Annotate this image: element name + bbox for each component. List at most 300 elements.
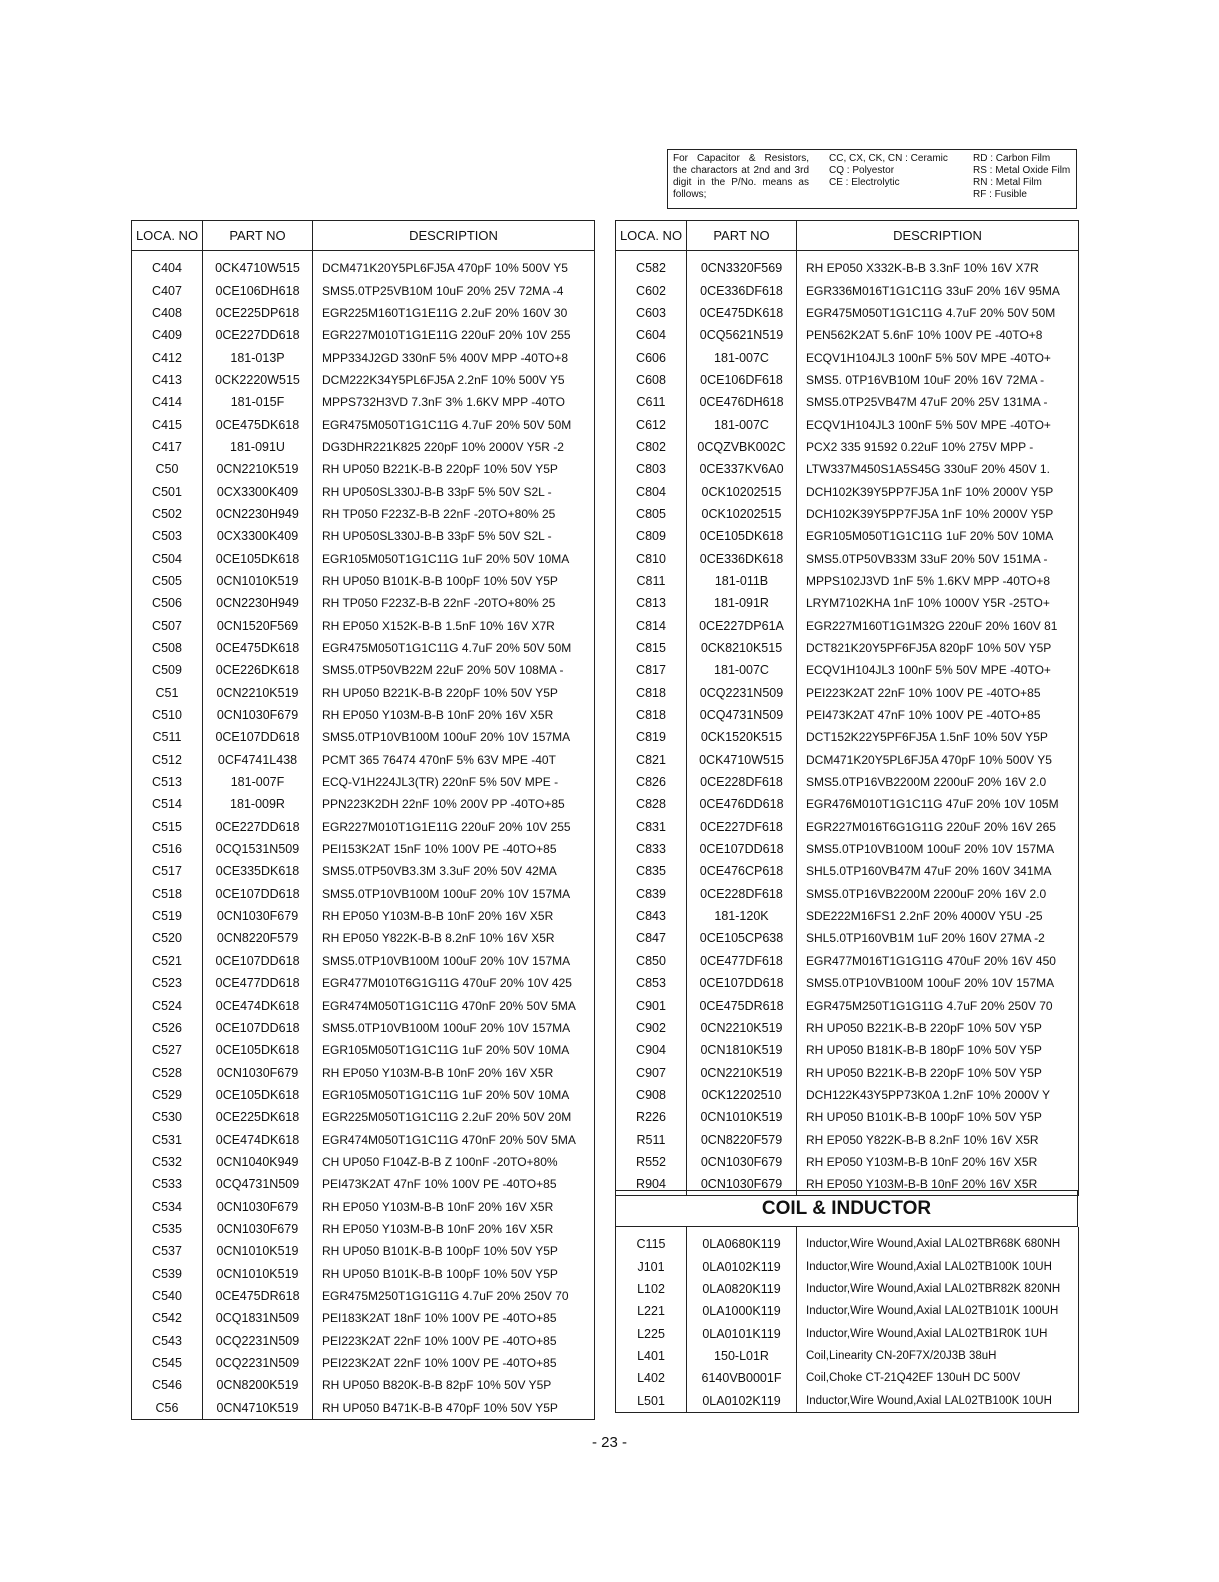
table-row [616, 251, 1079, 280]
cell-loca-no: C506 [132, 592, 203, 614]
cell-loca-no: C518 [132, 883, 203, 905]
cell-part-no: 0CE475DR618 [687, 994, 797, 1016]
cell-part-no: 0CF4741L438 [203, 749, 313, 771]
cell-description: MPPS102J3VD 1nF 5% 1.6KV MPP -40TO+8 [797, 570, 1079, 592]
cell-description: RH UP050 B820K-B-B 82pF 10% 50V Y5P [313, 1374, 595, 1396]
cell-loca-no: C524 [132, 994, 203, 1016]
cell-loca-no: C603 [616, 302, 687, 324]
cell-loca-no: C519 [132, 905, 203, 927]
table-row [132, 1240, 595, 1262]
cell-part-no: 0CN1010K519 [203, 1262, 313, 1284]
cell-description: Inductor,Wire Wound,Axial LAL02TB100K 10UH [797, 1255, 1079, 1277]
cell-description: RH TP050 F223Z-B-B 22nF -20TO+80% 25 [313, 592, 595, 614]
cell-loca-no: C545 [132, 1352, 203, 1374]
cell-loca-no: C831 [616, 816, 687, 838]
table-row [132, 525, 595, 547]
cell-description: SMS5.0TP50VB33M 33uF 20% 50V 151MA - [797, 547, 1079, 569]
cell-part-no: 0CQ4731N509 [203, 1173, 313, 1195]
table-row [132, 905, 595, 927]
table-row [616, 816, 1079, 838]
table-row [132, 1374, 595, 1396]
cell-part-no: 181-015F [203, 391, 313, 413]
cell-description: DCH102K39Y5PP7FJ5A 1nF 10% 2000V Y5P [797, 503, 1079, 525]
table-row [616, 1227, 1079, 1255]
cell-loca-no: C528 [132, 1061, 203, 1083]
table-row [132, 1039, 595, 1061]
table-row [132, 1307, 595, 1329]
cell-description: RH EP050 Y103M-B-B 10nF 20% 16V X5R [313, 1061, 595, 1083]
cell-loca-no: C904 [616, 1039, 687, 1061]
column-header-part-no: PART NO [687, 221, 797, 251]
table-row [616, 324, 1079, 346]
table-row [616, 994, 1079, 1016]
cell-loca-no: L102 [616, 1278, 687, 1300]
cell-loca-no: L221 [616, 1300, 687, 1322]
cell-part-no: 0CE475DK618 [203, 413, 313, 435]
cell-loca-no: C412 [132, 346, 203, 368]
cell-loca-no: C534 [132, 1195, 203, 1217]
cell-part-no: 0CQ2231N509 [687, 682, 797, 704]
cell-loca-no: C839 [616, 883, 687, 905]
material-legend-box [667, 149, 1077, 209]
cell-description: RH UP050SL330J-B-B 33pF 5% 50V S2L - [313, 525, 595, 547]
cell-description: EGR477M016T1G1G11G 470uF 20% 16V 450 [797, 950, 1079, 972]
table-row [132, 324, 595, 346]
cell-description: SMS5.0TP25VB47M 47uF 20% 25V 131MA - [797, 391, 1079, 413]
cell-description: SMS5.0TP10VB100M 100uF 20% 10V 157MA [313, 950, 595, 972]
table-row [616, 570, 1079, 592]
cell-part-no: 181-011B [687, 570, 797, 592]
table-row [132, 480, 595, 502]
table-row [132, 251, 595, 280]
cell-part-no: 0CE105DK618 [687, 525, 797, 547]
cell-part-no: 0CE107DD618 [687, 972, 797, 994]
cell-part-no: 0CN2210K519 [687, 1061, 797, 1083]
cell-description: EGR227M010T1G1E11G 220uF 20% 10V 255 [313, 816, 595, 838]
cell-loca-no: C546 [132, 1374, 203, 1396]
cell-description: PEI223K2AT 22nF 10% 100V PE -40TO+85 [313, 1330, 595, 1352]
column-header-description: DESCRIPTION [313, 221, 595, 251]
cell-description: RH UP050SL330J-B-B 33pF 5% 50V S2L - [313, 480, 595, 502]
cell-loca-no: C804 [616, 480, 687, 502]
cell-part-no: 0CE106DF618 [687, 369, 797, 391]
cell-loca-no: C505 [132, 570, 203, 592]
cell-part-no: 0CX3300K409 [203, 480, 313, 502]
table-row [132, 1017, 595, 1039]
cell-description: SMS5.0TP16VB2200M 2200uF 20% 16V 2.0 [797, 883, 1079, 905]
cell-part-no: 181-007C [687, 413, 797, 435]
cell-loca-no: L401 [616, 1345, 687, 1367]
table-row [616, 1039, 1079, 1061]
cell-loca-no: C537 [132, 1240, 203, 1262]
column-header-loca-no: LOCA. NO [616, 221, 687, 251]
cell-part-no: 0CK10202515 [687, 503, 797, 525]
cell-part-no: 0CE225DK618 [203, 1106, 313, 1128]
cell-loca-no: C907 [616, 1061, 687, 1083]
cell-loca-no: J101 [616, 1255, 687, 1277]
cell-description: EGR105M050T1G1C11G 1uF 20% 50V 10MA [313, 547, 595, 569]
table-row [132, 704, 595, 726]
cell-loca-no: C540 [132, 1285, 203, 1307]
cell-description: PEN562K2AT 5.6nF 10% 100V PE -40TO+8 [797, 324, 1079, 346]
cell-part-no: 0CE105DK618 [203, 547, 313, 569]
cell-description: RH EP050 Y822K-B-B 8.2nF 10% 16V X5R [313, 927, 595, 949]
cell-loca-no: C51 [132, 682, 203, 704]
parts-table-left [131, 220, 595, 1420]
cell-description: EGR336M016T1G1C11G 33uF 20% 16V 95MA [797, 279, 1079, 301]
cell-part-no: 0LA0102K119 [687, 1255, 797, 1277]
table-row [132, 1106, 595, 1128]
cell-description: RH UP050 B101K-B-B 100pF 10% 50V Y5P [313, 1240, 595, 1262]
table-row [132, 1128, 595, 1150]
cell-part-no: 0LA0680K119 [687, 1227, 797, 1255]
cell-description: RH UP050 B221K-B-B 220pF 10% 50V Y5P [313, 682, 595, 704]
cell-part-no: 0CQ5621N519 [687, 324, 797, 346]
table-row [132, 816, 595, 838]
table-row [132, 279, 595, 301]
cell-part-no: 0CE336DF618 [687, 279, 797, 301]
cell-loca-no: C835 [616, 860, 687, 882]
cell-part-no: 181-013P [203, 346, 313, 368]
cell-part-no: 0CN2210K519 [203, 458, 313, 480]
table-row [616, 1128, 1079, 1150]
table-row [132, 1195, 595, 1217]
cell-description: EGR225M160T1G1E11G 2.2uF 20% 160V 30 [313, 302, 595, 324]
cell-loca-no: C526 [132, 1017, 203, 1039]
table-row [616, 905, 1079, 927]
cell-part-no: 0CE474DK618 [203, 994, 313, 1016]
column-header-description: DESCRIPTION [797, 221, 1079, 251]
legend-capacitor-types: CC, CX, CK, CN : Ceramic CQ : Polyestor CE : Electrolytic [829, 153, 948, 188]
cell-part-no: 0CE474DK618 [203, 1128, 313, 1150]
cell-loca-no: C802 [616, 436, 687, 458]
cell-part-no: 0CN2210K519 [687, 1017, 797, 1039]
table-row [616, 458, 1079, 480]
cell-part-no: 0CQ1831N509 [203, 1307, 313, 1329]
cell-description: EGR227M160T1G1M32G 220uF 20% 160V 81 [797, 615, 1079, 637]
cell-description: RH EP050 Y103M-B-B 10nF 20% 16V X5R [797, 1151, 1079, 1173]
cell-loca-no: C531 [132, 1128, 203, 1150]
cell-loca-no: C515 [132, 816, 203, 838]
cell-description: Inductor,Wire Wound,Axial LAL02TB100K 10UH [797, 1389, 1079, 1412]
table-row [616, 1322, 1079, 1344]
cell-part-no: 0CE105DK618 [203, 1084, 313, 1106]
cell-part-no: 0CQZVBK002C [687, 436, 797, 458]
cell-part-no: 0CE228DF618 [687, 883, 797, 905]
cell-loca-no: C902 [616, 1017, 687, 1039]
cell-loca-no: C510 [132, 704, 203, 726]
cell-part-no: 181-091R [687, 592, 797, 614]
parts-table-coil-inductor [615, 1227, 1079, 1413]
cell-loca-no: C908 [616, 1084, 687, 1106]
cell-loca-no: C811 [616, 570, 687, 592]
table-row [132, 615, 595, 637]
table-row [132, 369, 595, 391]
cell-description: EGR225M050T1G1C11G 2.2uF 20% 50V 20M [313, 1106, 595, 1128]
cell-loca-no: L501 [616, 1389, 687, 1412]
cell-part-no: 0CN2230H949 [203, 592, 313, 614]
table-row [616, 1061, 1079, 1083]
cell-description: PEI223K2AT 22nF 10% 100V PE -40TO+85 [797, 682, 1079, 704]
cell-description: RH TP050 F223Z-B-B 22nF -20TO+80% 25 [313, 503, 595, 525]
cell-part-no: 0CQ2231N509 [203, 1352, 313, 1374]
cell-loca-no: C502 [132, 503, 203, 525]
cell-description: MPPS732H3VD 7.3nF 3% 1.6KV MPP -40TO [313, 391, 595, 413]
cell-part-no: 0CK4710W515 [687, 749, 797, 771]
cell-part-no: 0CN1030F679 [203, 704, 313, 726]
cell-loca-no: C819 [616, 726, 687, 748]
table-row [132, 726, 595, 748]
table-row [132, 883, 595, 905]
cell-description: SMS5.0TP10VB100M 100uF 20% 10V 157MA [797, 972, 1079, 994]
cell-loca-no: C516 [132, 838, 203, 860]
cell-description: Inductor,Wire Wound,Axial LAL02TBR82K 820NH [797, 1278, 1079, 1300]
cell-loca-no: C833 [616, 838, 687, 860]
cell-loca-no: C826 [616, 771, 687, 793]
cell-description: EGR105M050T1G1C11G 1uF 20% 50V 10MA [313, 1084, 595, 1106]
cell-part-no: 0CQ2231N509 [203, 1330, 313, 1352]
cell-part-no: 0CN3320F569 [687, 251, 797, 280]
cell-part-no: 0CK10202515 [687, 480, 797, 502]
cell-description: RH UP050 B101K-B-B 100pF 10% 50V Y5P [313, 570, 595, 592]
cell-loca-no: L402 [616, 1367, 687, 1389]
table-row [616, 771, 1079, 793]
cell-part-no: 0CN8220F579 [687, 1128, 797, 1150]
cell-loca-no: C501 [132, 480, 203, 502]
cell-part-no: 6140VB0001F [687, 1367, 797, 1389]
cell-description: SMS5.0TP16VB2200M 2200uF 20% 16V 2.0 [797, 771, 1079, 793]
cell-loca-no: C415 [132, 413, 203, 435]
table-row [132, 972, 595, 994]
column-header-loca-no: LOCA. NO [132, 221, 203, 251]
cell-loca-no: C803 [616, 458, 687, 480]
cell-part-no: 181-091U [203, 436, 313, 458]
table-row [132, 927, 595, 949]
cell-part-no: 0LA0102K119 [687, 1389, 797, 1412]
table-row [132, 1352, 595, 1374]
cell-part-no: 0CK2220W515 [203, 369, 313, 391]
cell-part-no: 0CN1030F679 [203, 1195, 313, 1217]
table-row [132, 458, 595, 480]
cell-loca-no: C520 [132, 927, 203, 949]
cell-description: SMS5. 0TP16VB10M 10uF 20% 16V 72MA - [797, 369, 1079, 391]
table-row [616, 1367, 1079, 1389]
cell-description: SHL5.0TP160VB47M 47uF 20% 160V 341MA [797, 860, 1079, 882]
cell-part-no: 0LA0820K119 [687, 1278, 797, 1300]
cell-description: RH UP050 B471K-B-B 470pF 10% 50V Y5P [313, 1397, 595, 1420]
cell-description: RH EP050 Y103M-B-B 10nF 20% 16V X5R [313, 1195, 595, 1217]
table-row [616, 1255, 1079, 1277]
cell-part-no: 0CN2230H949 [203, 503, 313, 525]
cell-description: EGR227M010T1G1E11G 220uF 20% 10V 255 [313, 324, 595, 346]
cell-loca-no: C604 [616, 324, 687, 346]
cell-loca-no: C805 [616, 503, 687, 525]
cell-part-no: 0CE475DR618 [203, 1285, 313, 1307]
cell-loca-no: C818 [616, 704, 687, 726]
cell-loca-no: C50 [132, 458, 203, 480]
table-row [616, 1300, 1079, 1322]
table-row [616, 883, 1079, 905]
cell-part-no: 0CN1010K519 [203, 570, 313, 592]
cell-loca-no: C850 [616, 950, 687, 972]
cell-part-no: 0CN4710K519 [203, 1397, 313, 1420]
cell-loca-no: C511 [132, 726, 203, 748]
column-header-part-no: PART NO [203, 221, 313, 251]
cell-part-no: 0CE477DD618 [203, 972, 313, 994]
table-row [616, 279, 1079, 301]
cell-loca-no: C539 [132, 1262, 203, 1284]
cell-description: PEI473K2AT 47nF 10% 100V PE -40TO+85 [313, 1173, 595, 1195]
cell-loca-no: C606 [616, 346, 687, 368]
table-row [616, 413, 1079, 435]
cell-description: SMS5.0TP50VB22M 22uF 20% 50V 108MA - [313, 659, 595, 681]
cell-loca-no: C56 [132, 1397, 203, 1420]
table-row [132, 1285, 595, 1307]
cell-part-no: 0CN2210K519 [203, 682, 313, 704]
cell-description: RH UP050 B101K-B-B 100pF 10% 50V Y5P [313, 1262, 595, 1284]
cell-loca-no: C847 [616, 927, 687, 949]
table-row [616, 1345, 1079, 1367]
table-row [616, 1389, 1079, 1412]
cell-loca-no: C853 [616, 972, 687, 994]
cell-description: PCMT 365 76474 470nF 5% 63V MPE -40T [313, 749, 595, 771]
cell-description: EGR475M250T1G1G11G 4.7uF 20% 250V 70 [797, 994, 1079, 1016]
table-row [616, 682, 1079, 704]
cell-description: SMS5.0TP10VB100M 100uF 20% 10V 157MA [797, 838, 1079, 860]
cell-description: DCH122K43Y5PP73K0A 1.2nF 10% 2000V Y [797, 1084, 1079, 1106]
cell-part-no: 0CQ4731N509 [687, 704, 797, 726]
table-row [132, 302, 595, 324]
table-row [616, 972, 1079, 994]
cell-loca-no: C529 [132, 1084, 203, 1106]
cell-part-no: 0CE336DK618 [687, 547, 797, 569]
cell-part-no: 0CK8210K515 [687, 637, 797, 659]
cell-part-no: 0LA1000K119 [687, 1300, 797, 1322]
cell-description: Inductor,Wire Wound,Axial LAL02TB1R0K 1UH [797, 1322, 1079, 1344]
table-row [132, 1262, 595, 1284]
table-row [616, 592, 1079, 614]
table-row [616, 615, 1079, 637]
cell-description: ECQV1H104JL3 100nF 5% 50V MPE -40TO+ [797, 346, 1079, 368]
cell-part-no: 0CE476DD618 [687, 793, 797, 815]
cell-part-no: 0CN1030F679 [687, 1173, 797, 1196]
cell-description: SDE222M16FS1 2.2nF 20% 4000V Y5U -25 [797, 905, 1079, 927]
table-row [616, 346, 1079, 368]
table-row [616, 1151, 1079, 1173]
table-row [132, 838, 595, 860]
cell-part-no: 0CN1010K519 [687, 1106, 797, 1128]
cell-description: LRYM7102KHA 1nF 10% 1000V Y5R -25TO+ [797, 592, 1079, 614]
cell-part-no: 0CE105CP638 [687, 927, 797, 949]
cell-loca-no: C814 [616, 615, 687, 637]
cell-loca-no: C512 [132, 749, 203, 771]
cell-part-no: 181-007C [687, 346, 797, 368]
cell-description: EGR475M250T1G1G11G 4.7uF 20% 250V 70 [313, 1285, 595, 1307]
cell-part-no: 150-L01R [687, 1345, 797, 1367]
cell-loca-no: C503 [132, 525, 203, 547]
cell-loca-no: C533 [132, 1173, 203, 1195]
table-row [616, 1017, 1079, 1039]
cell-description: LTW337M450S1A5S45G 330uF 20% 450V 1. [797, 458, 1079, 480]
cell-loca-no: C408 [132, 302, 203, 324]
table-row [616, 391, 1079, 413]
table-row [616, 1084, 1079, 1106]
cell-loca-no: C508 [132, 637, 203, 659]
cell-loca-no: R904 [616, 1173, 687, 1196]
cell-loca-no: R552 [616, 1151, 687, 1173]
cell-description: SHL5.0TP160VB1M 1uF 20% 160V 27MA -2 [797, 927, 1079, 949]
cell-description: RH EP050 Y103M-B-B 10nF 20% 16V X5R [313, 1218, 595, 1240]
cell-loca-no: C404 [132, 251, 203, 280]
table-row [132, 860, 595, 882]
table-row [616, 1278, 1079, 1300]
table-row [616, 793, 1079, 815]
cell-description: PEI183K2AT 18nF 10% 100V PE -40TO+85 [313, 1307, 595, 1329]
table-row [616, 704, 1079, 726]
table-row [132, 1218, 595, 1240]
cell-description: SMS5.0TP50VB3.3M 3.3uF 20% 50V 42MA [313, 860, 595, 882]
cell-part-no: 181-007F [203, 771, 313, 793]
legend-resistor-types: RD : Carbon Film RS : Metal Oxide Film RN : Metal Film RF : Fusible [973, 153, 1071, 200]
table-row [132, 592, 595, 614]
cell-description: EGR474M050T1G1C11G 470nF 20% 50V 5MA [313, 1128, 595, 1150]
table-row [616, 749, 1079, 771]
cell-description: EGR475M050T1G1C11G 4.7uF 20% 50V 50M [797, 302, 1079, 324]
cell-description: DCM222K34Y5PL6FJ5A 2.2nF 10% 500V Y5 [313, 369, 595, 391]
cell-description: PEI223K2AT 22nF 10% 100V PE -40TO+85 [313, 1352, 595, 1374]
table-row [616, 1106, 1079, 1128]
table-row [132, 1084, 595, 1106]
cell-part-no: 0CE227DD618 [203, 816, 313, 838]
table-row [132, 659, 595, 681]
table-row [616, 525, 1079, 547]
cell-description: RH UP050 B221K-B-B 220pF 10% 50V Y5P [797, 1061, 1079, 1083]
cell-description: DCT152K22Y5PF6FJ5A 1.5nF 10% 50V Y5P [797, 726, 1079, 748]
cell-loca-no: C115 [616, 1227, 687, 1255]
cell-description: PCX2 335 91592 0.22uF 10% 275V MPP - [797, 436, 1079, 458]
cell-part-no: 0CE476CP618 [687, 860, 797, 882]
parts-table-right [615, 220, 1079, 1196]
cell-part-no: 0CN1810K519 [687, 1039, 797, 1061]
cell-loca-no: C530 [132, 1106, 203, 1128]
cell-description: DG3DHR221K825 220pF 10% 2000V Y5R -2 [313, 436, 595, 458]
cell-part-no: 0CX3300K409 [203, 525, 313, 547]
cell-part-no: 0CE107DD618 [203, 883, 313, 905]
table-row [616, 860, 1079, 882]
cell-loca-no: C608 [616, 369, 687, 391]
cell-loca-no: C535 [132, 1218, 203, 1240]
cell-part-no: 0CN1010K519 [203, 1240, 313, 1262]
cell-loca-no: C821 [616, 749, 687, 771]
cell-description: DCH102K39Y5PP7FJ5A 1nF 10% 2000V Y5P [797, 480, 1079, 502]
cell-description: RH EP050 Y103M-B-B 10nF 20% 16V X5R [313, 704, 595, 726]
table-row [132, 413, 595, 435]
cell-loca-no: C612 [616, 413, 687, 435]
cell-part-no: 0CN1030F679 [203, 1218, 313, 1240]
cell-description: EGR474M050T1G1C11G 470nF 20% 50V 5MA [313, 994, 595, 1016]
cell-part-no: 0CN1520F569 [203, 615, 313, 637]
cell-loca-no: C417 [132, 436, 203, 458]
table-row [616, 547, 1079, 569]
cell-part-no: 0CE227DF618 [687, 816, 797, 838]
cell-description: Inductor,Wire Wound,Axial LAL02TBR68K 680NH [797, 1227, 1079, 1255]
cell-part-no: 0CN1030F679 [203, 905, 313, 927]
cell-description: DCM471K20Y5PL6FJ5A 470pF 10% 500V Y5 [797, 749, 1079, 771]
table-row [616, 436, 1079, 458]
cell-description: CH UP050 F104Z-B-B Z 100nF -20TO+80% [313, 1151, 595, 1173]
table-row [616, 480, 1079, 502]
cell-part-no: 0CE105DK618 [203, 1039, 313, 1061]
